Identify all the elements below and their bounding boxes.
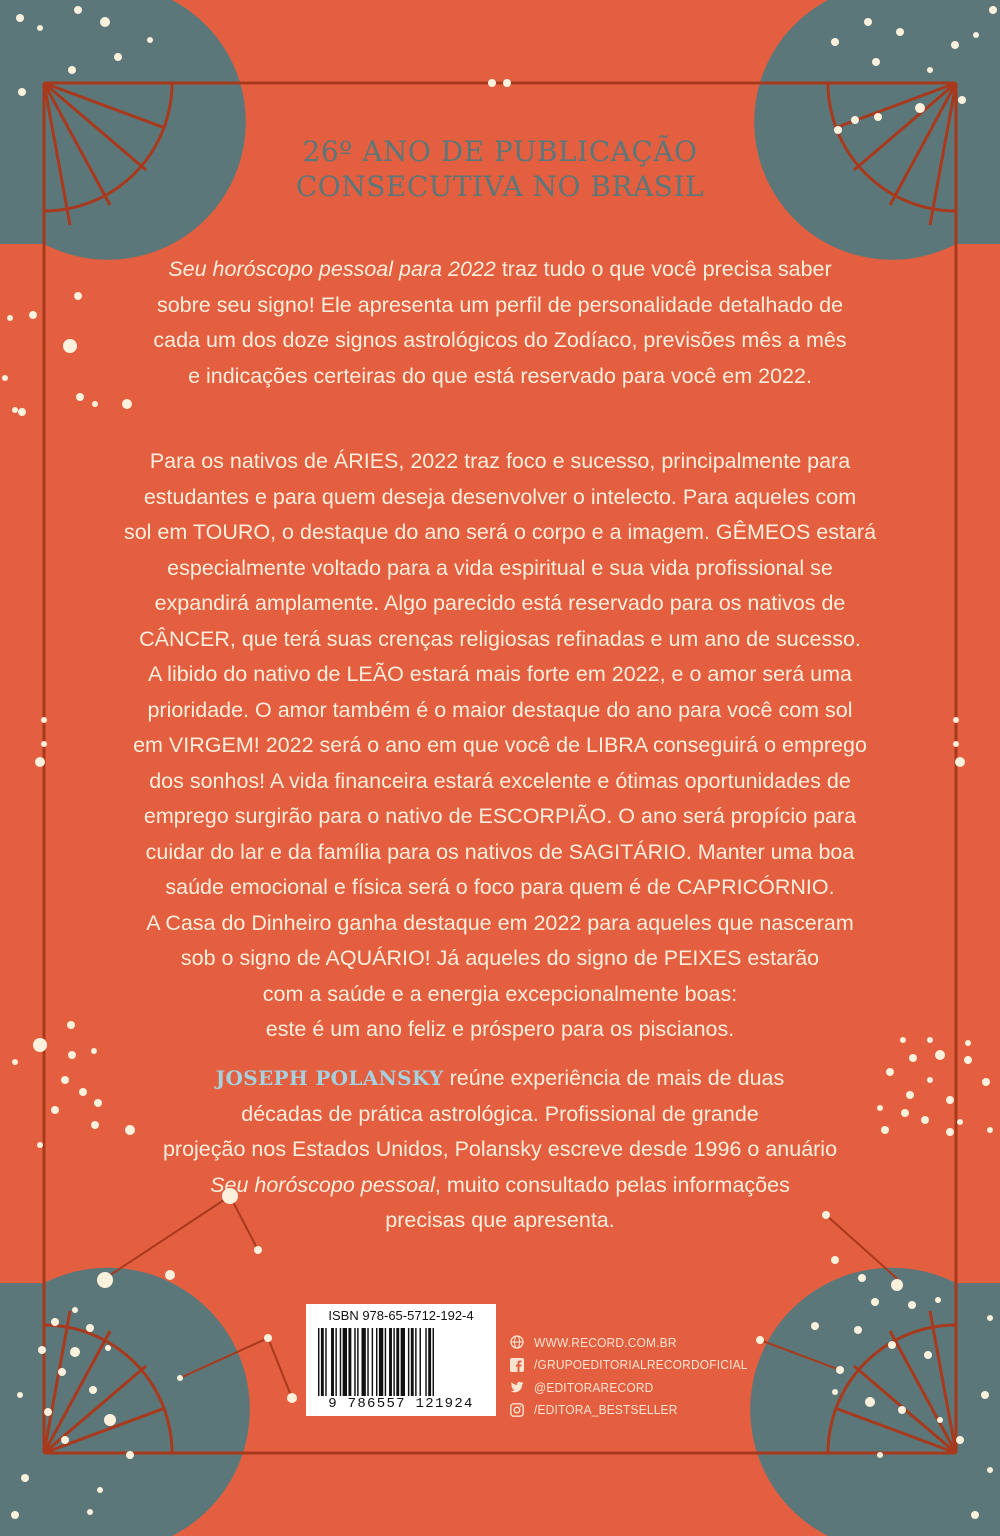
book-title-italic: Seu horóscopo pessoal para 2022	[168, 257, 496, 281]
social-twitter[interactable]	[510, 1376, 766, 1399]
isbn-barcode	[306, 1304, 496, 1416]
signs-line: com a saúde e a energia excepcionalmente boas:	[262, 981, 738, 1006]
author-name: JOSEPH POLANSKY	[215, 1066, 444, 1090]
bio-line-1	[70, 1061, 930, 1097]
barcode-bar	[331, 1328, 334, 1396]
facebook-handle: /GRUPOEDITORIALRECORDOFICIAL	[534, 1357, 748, 1373]
corner-disc-top-right	[754, 0, 1000, 260]
signs-line: em VIRGEM! 2022 será o ano em que você de LIBRA conseguirá o emprego	[133, 733, 867, 757]
corner-disc-bottom-right	[750, 1268, 1000, 1536]
barcode-bar	[385, 1328, 386, 1396]
signs-line: sob o signo de AQUÁRIO! Já aqueles do signo de PEIXES estarão	[180, 946, 820, 970]
barcode-bar	[408, 1328, 409, 1396]
signs-line: estudantes e para quem deseja desenvolver o intelecto. Para aqueles com	[143, 484, 857, 509]
signs-line: A Casa do Dinheiro ganha destaque em 2022 para aqueles que nasceram	[146, 910, 854, 935]
publication-tagline	[0, 134, 1000, 204]
intro-line-3: cada um dos doze signos astrológicos do Zodíaco, previsões mês a mês	[153, 328, 847, 352]
social-facebook[interactable]	[510, 1354, 766, 1377]
signs-line: sol em TOURO, o destaque do ano será o corpo e a imagem. GÊMEOS estará	[123, 520, 877, 544]
bio-line-5: precisas que apresenta.	[385, 1208, 615, 1232]
barcode-bar	[335, 1328, 336, 1396]
instagram-handle: /EDITORA_BESTSELLER	[534, 1402, 678, 1418]
bio-line-1-text: reúne experiência de mais de duas	[443, 1066, 785, 1090]
signs-line: A libido do nativo de LEÃO estará mais forte em 2022, e o amor será uma	[148, 662, 852, 686]
author-bio-paragraph	[70, 1061, 930, 1239]
barcode-bar	[362, 1328, 366, 1396]
barcode-bar	[340, 1328, 341, 1396]
signs-line: saúde emocional e física será o foco para quem é de CAPRICÓRNIO.	[165, 875, 835, 899]
barcode-bar	[420, 1328, 421, 1396]
corner-disc-top-left	[0, 0, 246, 260]
signs-line: prioridade. O amor também é o maior destaque do ano para você com sol	[147, 697, 853, 722]
barcode-bar	[348, 1328, 351, 1396]
barcode-bar	[367, 1328, 368, 1396]
signs-line: Para os nativos de ÁRIES, 2022 traz foco e sucesso, principalmente para	[149, 449, 851, 473]
isbn-digits: 9 786557 121924	[328, 1396, 474, 1412]
twitter-handle: @EDITORARECORD	[534, 1379, 654, 1395]
barcode-bar	[393, 1328, 394, 1396]
barcode-bar	[433, 1328, 434, 1396]
barcode-bar	[372, 1328, 373, 1396]
signs-paragraph	[70, 444, 930, 1048]
website-url: WWW.RECORD.COM.BR	[534, 1334, 677, 1350]
intro-line-2: sobre seu signo! Ele apresenta um perfil de personalidade detalhado de	[156, 292, 844, 317]
intro-line-1	[70, 252, 930, 288]
barcode-bar	[425, 1328, 426, 1396]
signs-line: emprego surgirão para o nativo de ESCORPIÃO. O ano será propício para	[143, 804, 857, 828]
barcode-bar	[379, 1328, 383, 1396]
social-website[interactable]	[510, 1331, 766, 1354]
corner-disc-bottom-left	[0, 1268, 250, 1536]
barcode-bar	[411, 1328, 414, 1396]
barcode-bar	[321, 1328, 324, 1396]
barcode-bars	[316, 1328, 486, 1396]
facebook-icon	[510, 1358, 524, 1372]
barcode-bar	[389, 1328, 392, 1396]
barcode-bar	[428, 1328, 431, 1396]
barcode-bar	[415, 1328, 416, 1396]
signs-line: cuidar do lar e da família para os nativos de SAGITÁRIO. Manter uma boa	[145, 839, 855, 864]
bio-line-2: décadas de prática astrológica. Profissional de grande	[241, 1101, 759, 1126]
isbn-label: ISBN 978-65-5712-192-4	[328, 1308, 474, 1323]
barcode-bar	[354, 1328, 355, 1396]
barcode-bar	[343, 1328, 347, 1396]
instagram-icon	[510, 1403, 524, 1417]
signs-line: expandirá amplamente. Algo parecido está reservado para os nativos de	[154, 591, 846, 615]
barcode-bar	[401, 1328, 405, 1396]
social-links	[510, 1331, 766, 1421]
barcode-bar	[376, 1328, 377, 1396]
signs-line: especialmente voltado para a vida espiritual e sua vida profissional se	[167, 555, 833, 580]
signs-line: CÂNCER, que terá suas crenças religiosas refinadas e um ano de sucesso.	[139, 626, 861, 651]
globe-icon	[510, 1335, 524, 1349]
bio-book-title-italic: Seu horóscopo pessoal	[210, 1172, 435, 1197]
barcode-bar	[325, 1328, 326, 1396]
barcode-bar	[318, 1328, 319, 1396]
intro-paragraph	[70, 252, 930, 394]
tagline-line-2: CONSECUTIVA NO BRASIL	[295, 170, 705, 203]
signs-line: este é um ano feliz e próspero para os piscianos.	[265, 1017, 735, 1041]
twitter-icon	[510, 1380, 524, 1394]
bio-line-4-text: , muito consultado pelas informações	[434, 1172, 790, 1197]
intro-line-4: e indicações certeiras do que está reservado para você em 2022.	[188, 363, 812, 388]
bio-line-4	[70, 1168, 930, 1204]
barcode-bar	[396, 1328, 399, 1396]
tagline-line-1: 26º ANO DE PUBLICAÇÃO	[302, 135, 698, 168]
intro-line-1-text: traz tudo o que você precisa saber	[495, 257, 832, 281]
signs-line: dos sonhos! A vida financeira estará excelente e ótimas oportunidades de	[149, 768, 851, 793]
barcode-bar	[357, 1328, 358, 1396]
bio-line-3: projeção nos Estados Unidos, Polansky escreve desde 1996 o anuário	[162, 1137, 838, 1161]
social-instagram[interactable]	[510, 1399, 766, 1422]
